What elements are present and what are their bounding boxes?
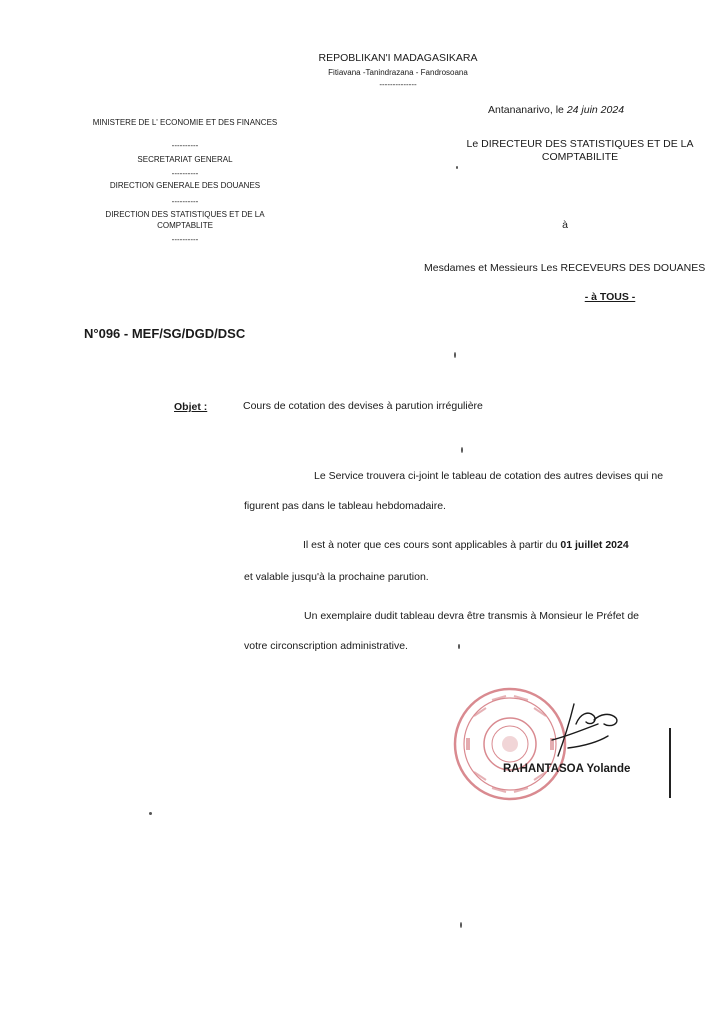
- national-motto: Fitiavana -Tanindrazana - Fandrosoana: [328, 68, 468, 77]
- place-and-date: [488, 104, 688, 116]
- scan-speck: [458, 644, 460, 649]
- subject-label: Objet :: [174, 401, 208, 413]
- secretariat-name: SECRETARIAT GENERAL: [137, 155, 233, 164]
- paragraph-3-line1: Un exemplaire dudit tableau devra être transmis à Monsieur le Préfet de: [304, 610, 640, 622]
- to-word: à: [562, 219, 568, 231]
- left-separator-4: ----------: [171, 235, 199, 244]
- paragraph-2-line1: [303, 538, 629, 552]
- handwritten-signature: [528, 700, 628, 760]
- direction-name-line1: DIRECTION DES STATISTIQUES ET DE LA: [105, 210, 265, 219]
- left-separator-2: ----------: [171, 169, 199, 178]
- applicable-date: 01 juillet 2024: [560, 539, 629, 551]
- left-separator-3: ----------: [171, 197, 199, 206]
- reference-number: N°096 - MEF/SG/DGD/DSC: [84, 326, 246, 341]
- subject-text: Cours de cotation des devises à parution irrégulière: [243, 400, 483, 412]
- header-separator: --------------: [379, 80, 417, 89]
- place-text: Antananarivo, le: [488, 104, 564, 116]
- direction-generale-name: DIRECTION GENERALE DES DOUANES: [109, 181, 261, 190]
- recipient-line: Mesdames et Messieurs Les RECEVEURS DES DOUANES: [424, 262, 706, 274]
- letter-date: 24 juin 2024: [566, 104, 625, 116]
- scan-speck: [454, 352, 456, 358]
- recipient-scope: [560, 291, 660, 303]
- signatory-name: RAHANTASOA Yolande: [503, 763, 631, 775]
- scan-speck: [460, 922, 462, 928]
- scan-speck: [461, 447, 463, 453]
- left-separator-1: ----------: [171, 141, 199, 150]
- paragraph-2-text: Il est à noter que ces cours sont applicables à partir du: [303, 539, 558, 551]
- sender-title-line1: Le DIRECTEUR DES STATISTIQUES ET DE LA: [466, 138, 694, 150]
- margin-line: [669, 728, 671, 798]
- paragraph-3-line2: votre circonscription administrative.: [244, 640, 408, 652]
- recipient-scope-text: - à TOUS -: [584, 291, 636, 303]
- paragraph-1-line1: Le Service trouvera ci-joint le tableau de cotation des autres devises qui ne: [314, 470, 664, 482]
- scan-speck: [456, 166, 458, 169]
- paragraph-1-line2: figurent pas dans le tableau hebdomadaire.: [244, 500, 446, 512]
- ministry-name: MINISTERE DE L' ECONOMIE ET DES FINANCES: [92, 118, 278, 127]
- scan-speck: [149, 812, 152, 815]
- republic-title: REPOBLIKAN'I MADAGASIKARA: [318, 52, 478, 64]
- paragraph-2-line2: et valable jusqu'à la prochaine parution.: [244, 571, 429, 583]
- sender-title-line2: COMPTABILITE: [541, 151, 619, 163]
- direction-name-line2: COMPTABLITE: [157, 221, 213, 230]
